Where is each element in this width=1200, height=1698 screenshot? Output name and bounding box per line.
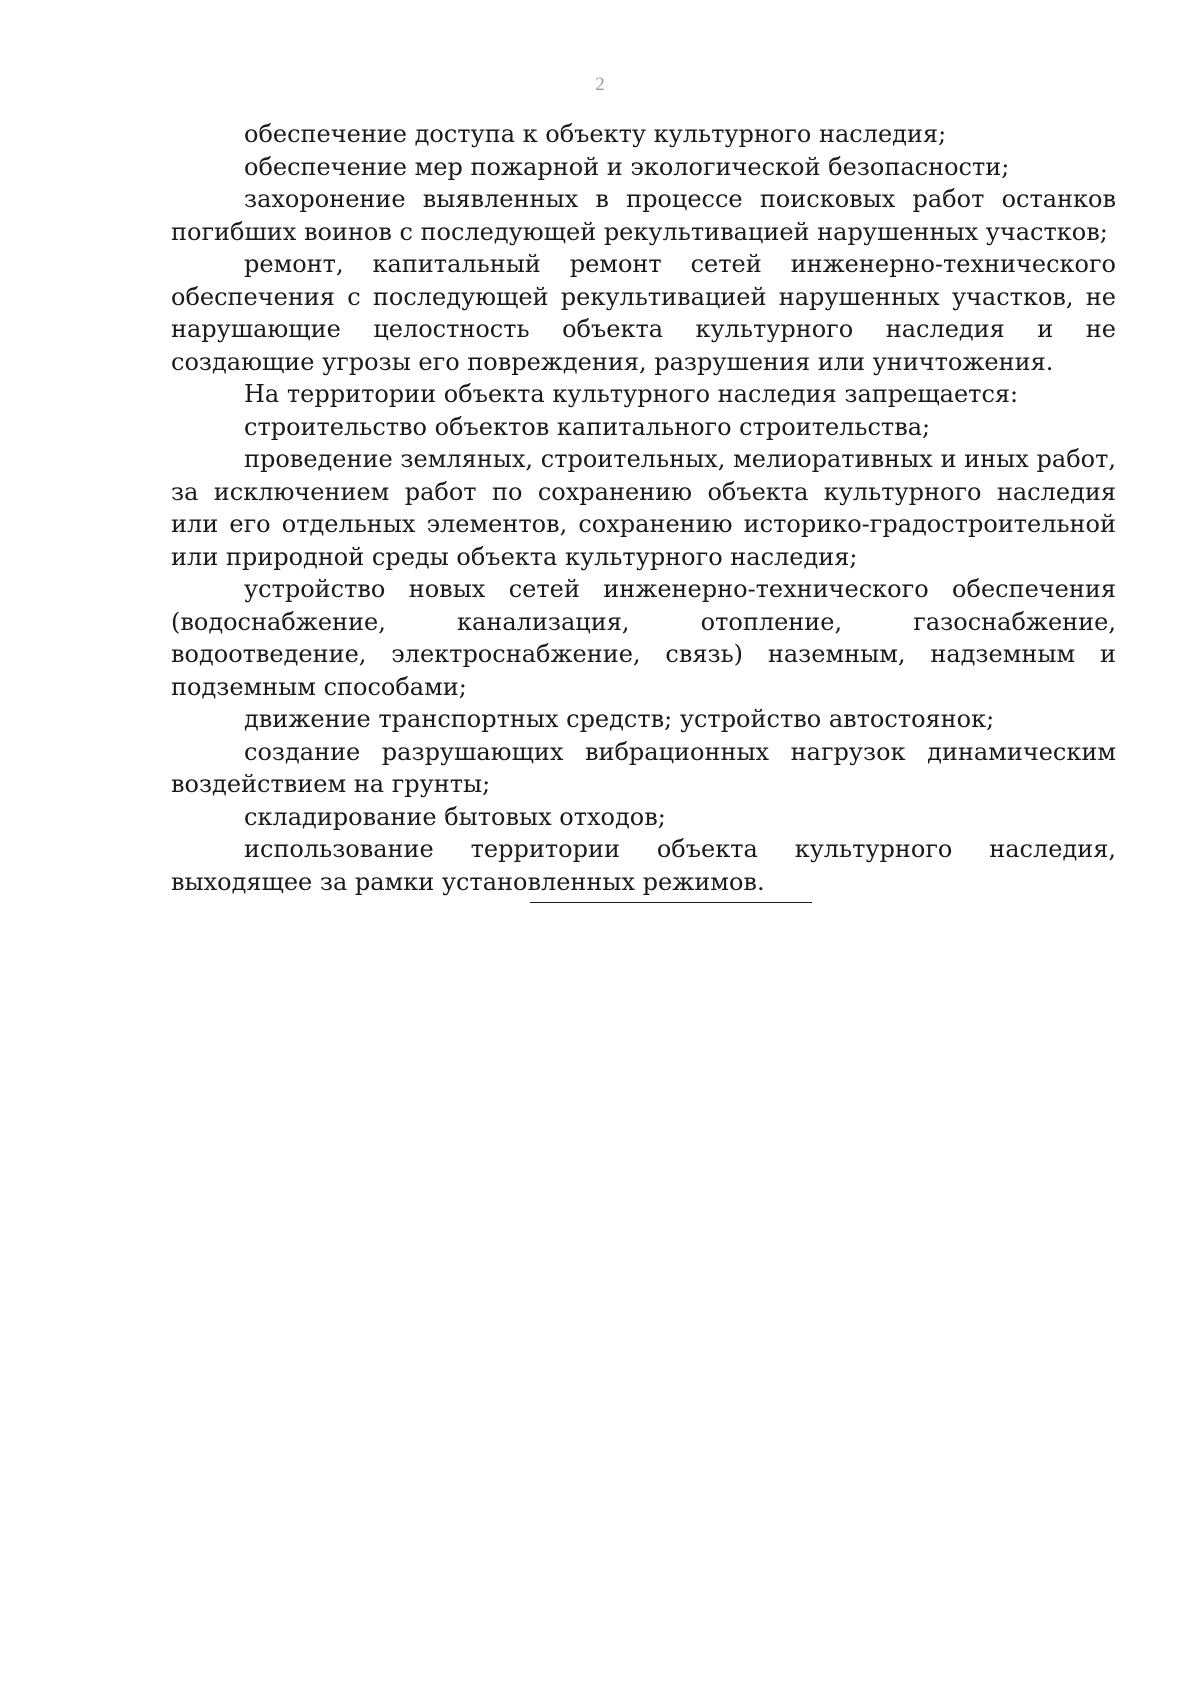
paragraph-burial: захоронение выявленных в процессе поисковых работ останков погибших воинов с последующей рекультивацией нарушенных участков; — [171, 185, 1116, 246]
paragraph-waste: складирование бытовых отходов; — [244, 802, 666, 831]
paragraph-access: обеспечение доступа к объекту культурного наследия; — [244, 120, 947, 148]
page-number: 2 — [595, 74, 605, 95]
paragraph-prohibited-heading: На территории объекта культурного наследия запрещается: — [244, 380, 1019, 408]
paragraph-repair: ремонт, капитальный ремонт сетей инженерно-технического обеспечения с последующей рекультивацией нарушенных участков, не нарушающие целостность объекта культурного наследия и не создающие угрозы его повреждения, разрушения или уничтожения. — [171, 250, 1116, 376]
paragraph-earthworks: проведение земляных, строительных, мелиоративных и иных работ, за исключением работ по сохранению объекта культурного наследия или его отдельных элементов, сохранению историко-градостроительной или природной среды объекта культурного наследия; — [171, 445, 1116, 571]
document-body — [171, 118, 1116, 898]
paragraph-territory-use: использование территории объекта культурного наследия, выходящее за рамки установленных режимов. — [171, 835, 1116, 896]
paragraph-traffic: движение транспортных средств; устройство автостоянок; — [244, 705, 995, 733]
paragraph-new-networks: устройство новых сетей инженерно-технического обеспечения (водоснабжение, канализация, отопление, газоснабжение, водоотведение, электроснабжение, связь) наземным, надземным и подземным способами; — [171, 575, 1116, 701]
paragraph-vibration: создание разрушающих вибрационных нагрузок динамическим воздействием на грунты; — [171, 737, 1116, 798]
paragraph-construction: строительство объектов капитального строительства; — [244, 412, 931, 441]
paragraph-fire-safety: обеспечение мер пожарной и экологической безопасности; — [244, 152, 1010, 181]
end-separator-line — [530, 902, 812, 903]
